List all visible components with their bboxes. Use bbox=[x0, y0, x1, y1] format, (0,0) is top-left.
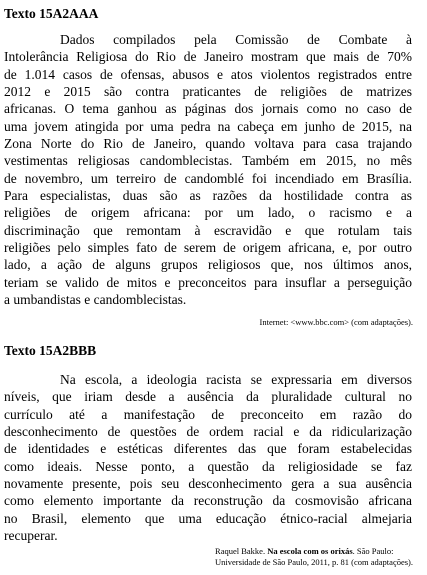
text2-line: níveis, que iriam desde a ausência da pluralidade cultural no bbox=[4, 389, 412, 405]
text2-source-line1 bbox=[215, 546, 413, 557]
text1-line: uma jovem atingida por uma pedra na cabeça em junho de 2015, na bbox=[4, 118, 412, 134]
text1-line: religiões de origem africana: por um lado, o racismo e a bbox=[4, 205, 412, 221]
text1-line: lado, a ação de alguns grupos religiosos que, nos últimos anos, bbox=[4, 257, 412, 273]
text2-line: recuperar. bbox=[4, 528, 58, 544]
text1-body bbox=[4, 31, 412, 309]
text2-source bbox=[215, 546, 413, 568]
text1-line: africanas. O tema ganhou as páginas dos jornais como no caso de bbox=[4, 101, 412, 117]
text2-line: currículo até a manifestação de preconceito em razão do bbox=[4, 406, 412, 422]
text2-line: no Brasil, elemento que uma educação étnico-racial almejaria bbox=[4, 510, 412, 526]
text1-line: Intolerância Religiosa do Rio de Janeiro mostram que mais de 70% bbox=[4, 49, 412, 65]
text2-line: como ideais. Nesse ponto, a questão da religiosidade se faz bbox=[4, 458, 412, 474]
text1-line: discriminação que remontam à escravidão e que rotulam tais bbox=[4, 222, 412, 238]
text2-line: de identidades e estéticas diferentes das que foram estabelecidas bbox=[4, 441, 412, 457]
text2-source-rest: . São Paulo: bbox=[352, 546, 394, 556]
text1-line: de 1.014 casos de ofensas, abusos e atos violentos registrados entre bbox=[4, 66, 412, 82]
text2-source-line2: Universidade de São Paulo, 2011, p. 81 (com adaptações). bbox=[215, 557, 413, 567]
text1-title: Texto 15A2AAA bbox=[4, 6, 99, 21]
text1-line: a umbandistas e candomblecistas. bbox=[4, 292, 187, 308]
text2-source-book: Na escola com os orixás bbox=[267, 546, 353, 556]
text1-line: religiões pelo simples fato de serem de origem africana, e, por outro bbox=[4, 240, 412, 256]
text2-line: Na escola, a ideologia racista se expressaria em diversos bbox=[60, 372, 412, 387]
text1-line: Zona Norte do Rio de Janeiro, quando voltava para casa trajando bbox=[4, 136, 412, 152]
text1-source: Internet: <www.bbc.com> (com adaptações). bbox=[259, 317, 413, 327]
text2-line: como elemento importante da reconstrução da cosmovisão africana bbox=[4, 493, 412, 509]
text1-line: vestimentas religiosas candomblecistas. Também em 2015, no mês bbox=[4, 153, 412, 169]
text2-line: novamente presente, pois seu desconhecimento gera a sua ausência bbox=[4, 476, 412, 492]
text1-line: teriam se valido de mitos e preconceitos para insuflar a perseguição bbox=[4, 274, 412, 290]
text1-line: Para especialistas, duas são as razões da hostilidade contra as bbox=[4, 188, 412, 204]
text1-line: 2012 e 2015 são contra praticantes de religiões de matrizes bbox=[4, 84, 412, 100]
text1-line: de novembro, um terreiro de candomblé foi incendiado em Brasília. bbox=[4, 170, 412, 186]
text1-line: Dados compilados pela Comissão de Combate à bbox=[60, 32, 412, 47]
text2-line: desconhecimento de questões de ordem racial e da ridicularização bbox=[4, 424, 412, 440]
text2-source-author: Raquel Bakke. bbox=[215, 546, 266, 556]
text2-body bbox=[4, 371, 412, 544]
text2-title: Texto 15A2BBB bbox=[4, 343, 97, 358]
